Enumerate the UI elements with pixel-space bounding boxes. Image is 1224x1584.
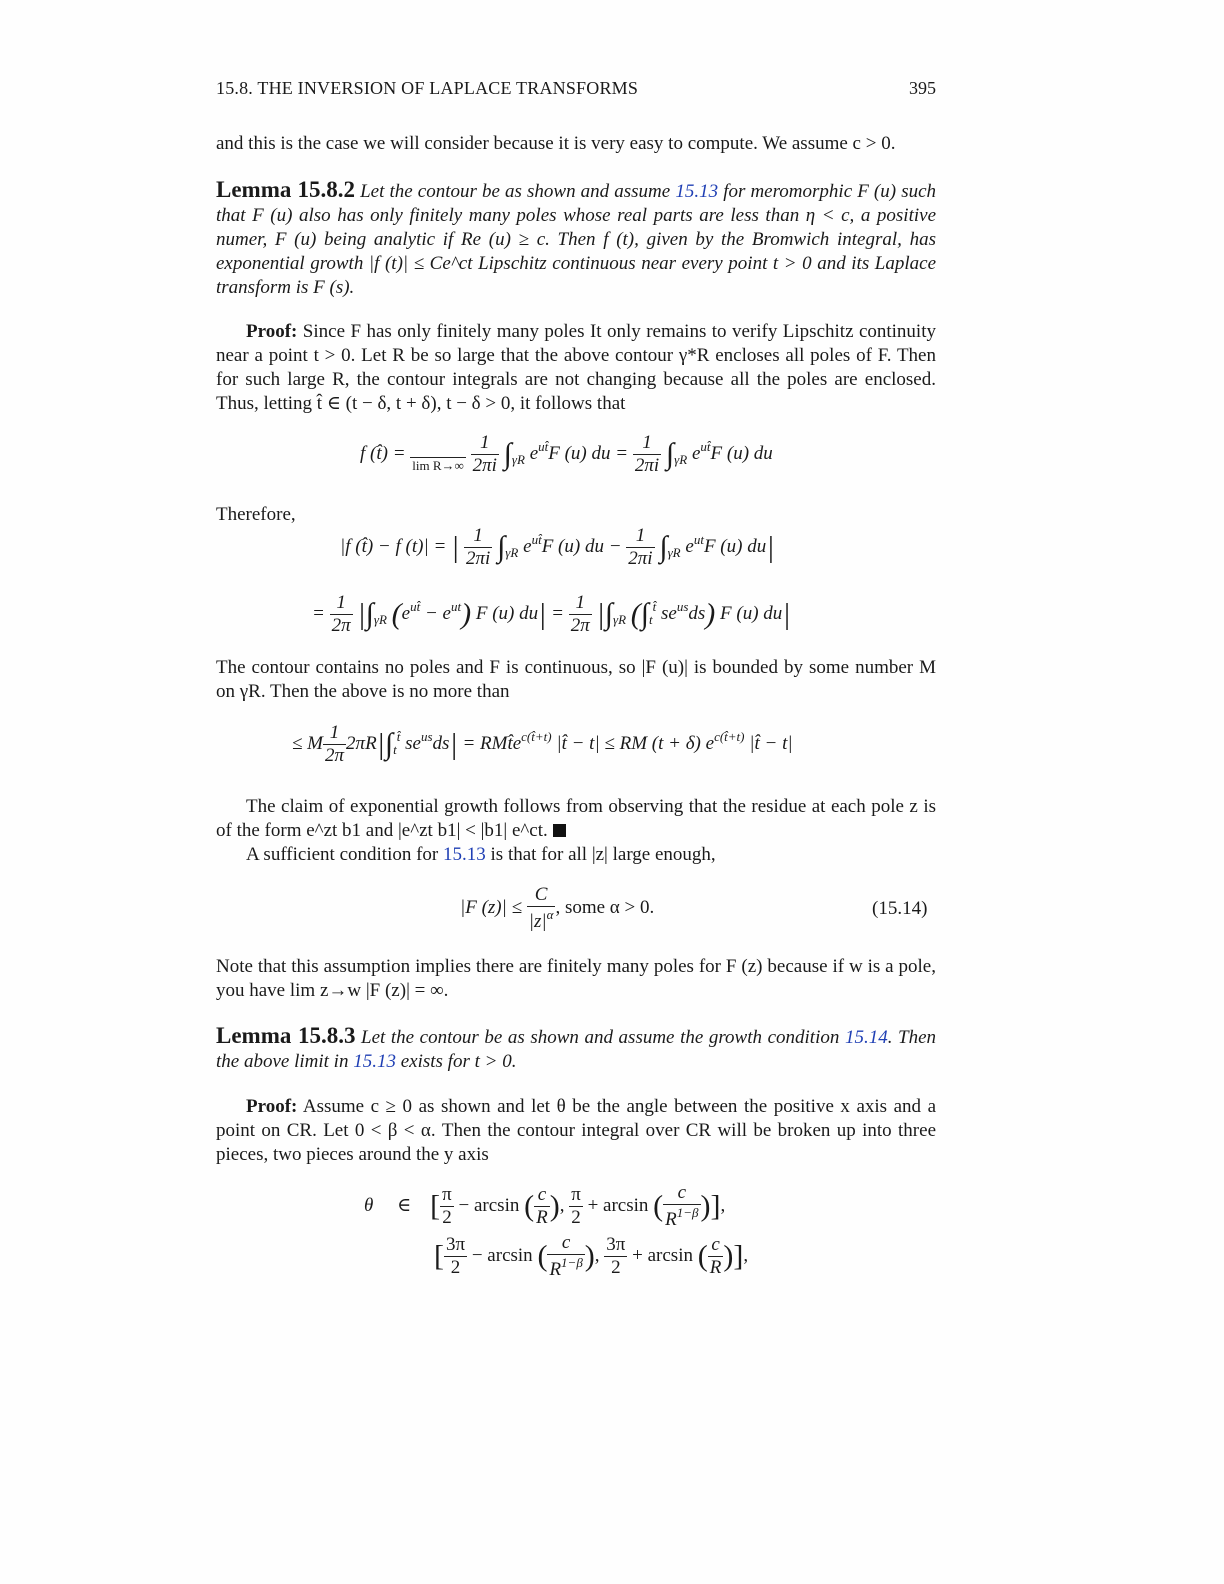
page-number: 395 [909,78,936,98]
contour-paragraph [216,656,936,704]
lemma-text: . Then the above limit in [216,1027,937,1072]
equation-number: (15.14) [872,898,928,919]
lemma-heading: Lemma 15.8.3 [216,1023,356,1048]
equation-link[interactable]: 15.13 [443,844,486,865]
equation-growth: |F (z)| ≤ $\frac{C}{|z|^\alpha}$ , some α > 0. [460,884,655,932]
proof-text: Assume c ≥ 0 as shown and let θ be the angle between the positive x axis and a point on CR. Let 0 < β < α. Then the contour integral over CR will be broken up into three pieces, two pieces around the y axis [216,1096,936,1165]
proof-text: Since F has only finitely many poles It only remains to verify Lipschitz continuity near a point t > 0. Let R be so large that the above contour γ*R encloses all poles of F. Then for such large R, the contour integrals are not changing because all the poles are enclosed. Thus, letting t̂ ∈ (t − δ, t + δ), t − δ > 0, it follows that [216,321,936,414]
equation-link[interactable]: 15.13 [353,1051,396,1072]
note-paragraph [216,955,936,1003]
proof-paragraph [216,1095,936,1167]
intro-paragraph [216,132,936,156]
lemma-text: for meromorphic F (u) such that F (u) also has only finitely many poles whose real parts are less than η < c, a positive numer, F (u) being analytic if Re (u) ≥ c. Then f (t), given by the Bromwich integral, has exponential growth |f (t)| ≤ Ce^ct Lipschitz continuous near every point t > 0 and its Laplace transform is F (s). [216,181,937,298]
lemma-15-8-3 [216,1024,936,1074]
equation-theta-range-2: [ $\frac{3\pi}{2}$ − arcsin ( $\frac{c}{R^{1-\beta}}$ ), $\frac{3\pi}{2}$ + arcsin ( $\frac{c}{R}$ )], [434,1232,749,1280]
proof-label: Proof: [246,1096,298,1117]
equation-theta-range: θ ∈ [ $\frac{\pi}{2}$ − arcsin ( $\frac{c}{R}$ ), $\frac{\pi}{2}$ + arcsin ( $\frac{c}{R^{1-\beta}}$ )], [364,1182,726,1230]
proof-label: Proof: [246,321,298,342]
lemma-text: Let the contour be as shown and assume the growth condition [361,1027,840,1048]
claim-text: The claim of exponential growth follows from observing that the residue at each pole z is of the form e^zt b1 and |e^zt b1| < |b1| e^ct. [216,796,936,841]
equation-estimate: ≤ M $\frac{1}{2\pi}$ $2\pi R|\int_t^{t̂}$ $se^{us}ds|$ = $RMt̂e^{c(t̂+t)}$ |t̂ − t| ≤ RM (t + δ) $e^{c(t̂+t)}$ |t̂ − t| [292,722,793,766]
lemma-15-8-2 [216,178,936,300]
claim-paragraph [216,795,936,843]
sufficient-text: A sufficient condition for [246,844,439,865]
lemma-text: Let the contour be as shown and assume [360,181,671,202]
running-header: 15.8. THE INVERSION OF LAPLACE TRANSFORMS [216,78,639,98]
equation-link[interactable]: 15.14 [844,1027,888,1048]
therefore-line [216,503,936,527]
lemma-heading: Lemma 15.8.2 [216,177,355,202]
equation-bromwich: f (t̂) = lim R→∞ $\frac{1}{2\pi i}$ $\int_{\gamma R}$ $e^{ut̂}F$ (u) du = $\frac{1}{2\pi i}$ $\int_{\gamma R}$ $e^{ut̂}F$ (u) du [360,432,773,476]
proof-paragraph [216,320,936,416]
contour-text: The contour contains no poles and F is continuous, so |F (u)| is bounded by some number M on γR. Then the above is no more than [216,657,936,702]
note-text: Note that this assumption implies there are finitely many poles for F (z) because if w is a pole, you have lim z→w |F (z)| = ∞. [216,956,936,1001]
equation-condition: some α > 0. [564,896,655,918]
equation-link[interactable]: 15.13 [675,181,719,202]
qed-square-icon [553,824,566,837]
therefore-text: Therefore, [216,504,296,525]
equation-bound: = $\frac{1}{2\pi}$ $|\int_{\gamma R}$ $(e^{ut̂} - e^{ut})$ F (u) du| = $\frac{1}{2\pi}$ $|\int_{\gamma R}$ ($\int_t^{t̂}$ $se^{us}ds$) F (u) du| [312,592,791,636]
lemma-text: exists for t > 0. [400,1051,517,1072]
sufficient-paragraph [216,843,936,867]
sufficient-text: is that for all |z| large enough, [490,844,716,865]
equation-difference: |f (t̂) − f (t)| = | $\frac{1}{2\pi i}$ $\int_{\gamma R}$ $e^{ut̂}F$ (u) du − $\frac{1}{2\pi i}$ $\int_{\gamma R}$ $e^{ut}F$ (u) du| [340,525,775,569]
intro-text: and this is the case we will consider because it is very easy to compute. We assume c > 0. [216,133,896,154]
